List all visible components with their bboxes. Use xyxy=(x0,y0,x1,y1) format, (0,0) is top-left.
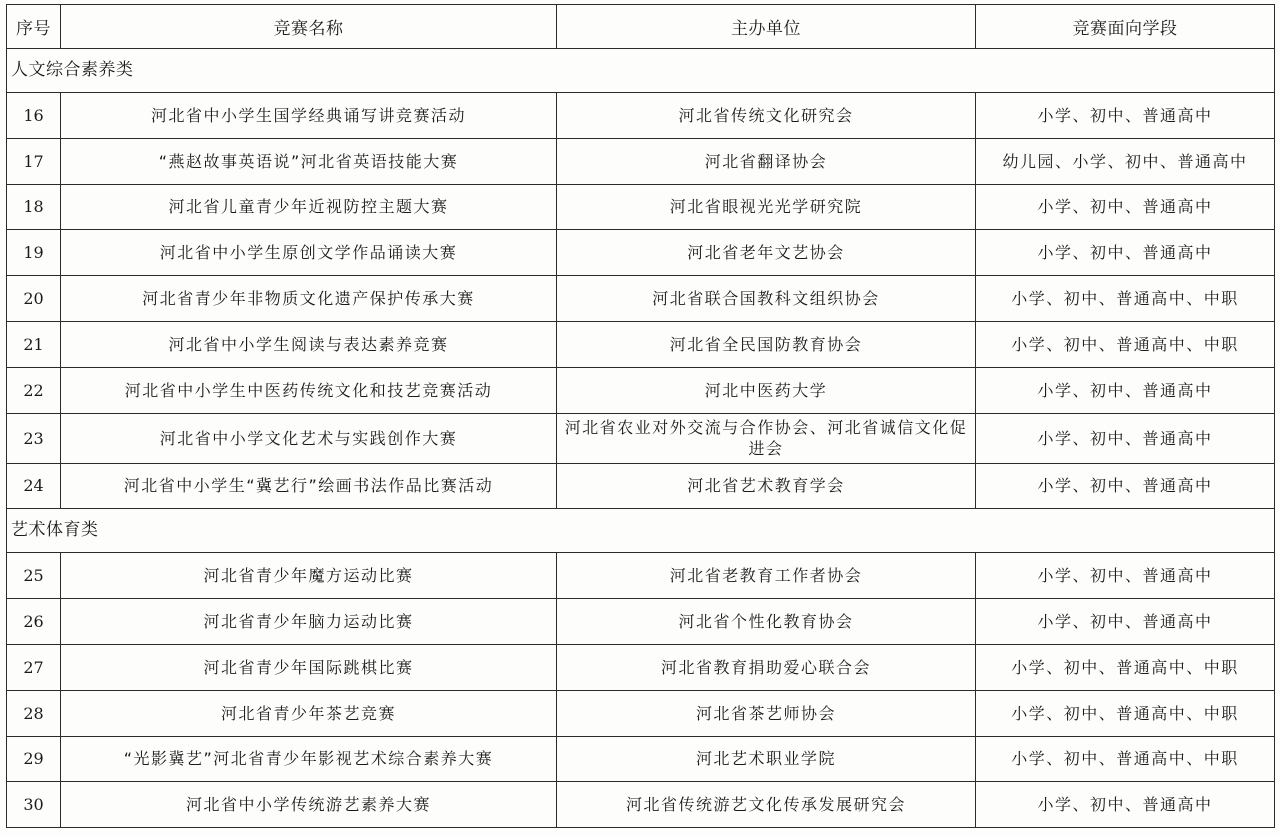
table-row xyxy=(7,276,1275,322)
row-organizer: 河北省茶艺师协会 xyxy=(557,690,976,736)
row-stage: 小学、初中、普通高中、中职 xyxy=(976,644,1275,690)
row-stage: 小学、初中、普通高中、中职 xyxy=(976,736,1275,782)
row-organizer: 河北省传统文化研究会 xyxy=(557,93,976,139)
row-name: 河北省中小学生国学经典诵写讲竞赛活动 xyxy=(61,93,557,139)
row-organizer: 河北省教育捐助爱心联合会 xyxy=(557,644,976,690)
row-stage: 幼儿园、小学、初中、普通高中 xyxy=(976,138,1275,184)
table-row xyxy=(7,690,1275,736)
row-organizer: 河北省老教育工作者协会 xyxy=(557,553,976,599)
table-row xyxy=(7,184,1275,230)
row-stage: 小学、初中、普通高中、中职 xyxy=(976,690,1275,736)
row-no: 19 xyxy=(7,230,61,276)
table-row xyxy=(7,782,1275,828)
row-no: 24 xyxy=(7,463,61,509)
row-stage: 小学、初中、普通高中 xyxy=(976,184,1275,230)
category-title: 艺术体育类 xyxy=(7,509,1275,553)
row-no: 22 xyxy=(7,367,61,413)
row-no: 28 xyxy=(7,690,61,736)
row-stage: 小学、初中、普通高中 xyxy=(976,463,1275,509)
header-stage: 竞赛面向学段 xyxy=(976,5,1275,49)
table-row xyxy=(7,93,1275,139)
row-organizer: 河北省全民国防教育协会 xyxy=(557,321,976,367)
row-name: 河北省青少年茶艺竞赛 xyxy=(61,690,557,736)
table-row xyxy=(7,599,1275,645)
row-name: 河北省中小学文化艺术与实践创作大赛 xyxy=(61,413,557,463)
table-row xyxy=(7,367,1275,413)
row-name: 河北省青少年魔方运动比赛 xyxy=(61,553,557,599)
row-organizer: 河北省老年文艺协会 xyxy=(557,230,976,276)
row-no: 29 xyxy=(7,736,61,782)
category-title: 人文综合素养类 xyxy=(7,49,1275,93)
table-row xyxy=(7,321,1275,367)
row-stage: 小学、初中、普通高中 xyxy=(976,782,1275,828)
category-row xyxy=(7,509,1275,553)
table-row xyxy=(7,230,1275,276)
row-organizer: 河北省传统游艺文化传承发展研究会 xyxy=(557,782,976,828)
row-no: 21 xyxy=(7,321,61,367)
row-organizer: 河北省艺术教育学会 xyxy=(557,463,976,509)
table-row xyxy=(7,413,1275,463)
row-no: 26 xyxy=(7,599,61,645)
row-name: 河北省儿童青少年近视防控主题大赛 xyxy=(61,184,557,230)
table-body xyxy=(7,49,1275,828)
row-name: “燕赵故事英语说”河北省英语技能大赛 xyxy=(61,138,557,184)
competition-table xyxy=(6,4,1275,828)
row-name: 河北省中小学生中医药传统文化和技艺竞赛活动 xyxy=(61,367,557,413)
row-no: 27 xyxy=(7,644,61,690)
table-header xyxy=(7,5,1275,49)
row-stage: 小学、初中、普通高中 xyxy=(976,553,1275,599)
row-no: 23 xyxy=(7,413,61,463)
row-no: 17 xyxy=(7,138,61,184)
table-row xyxy=(7,553,1275,599)
row-no: 20 xyxy=(7,276,61,322)
header-no: 序号 xyxy=(7,5,61,49)
header-name: 竞赛名称 xyxy=(61,5,557,49)
row-no: 25 xyxy=(7,553,61,599)
row-organizer: 河北省翻译协会 xyxy=(557,138,976,184)
row-name: 河北省中小学生“冀艺行”绘画书法作品比赛活动 xyxy=(61,463,557,509)
table-row xyxy=(7,138,1275,184)
row-stage: 小学、初中、普通高中、中职 xyxy=(976,321,1275,367)
row-name: 河北省中小学传统游艺素养大赛 xyxy=(61,782,557,828)
header-organizer: 主办单位 xyxy=(557,5,976,49)
row-stage: 小学、初中、普通高中、中职 xyxy=(976,276,1275,322)
table-row xyxy=(7,463,1275,509)
category-row xyxy=(7,49,1275,93)
row-no: 30 xyxy=(7,782,61,828)
row-organizer: 河北艺术职业学院 xyxy=(557,736,976,782)
row-name: 河北省青少年非物质文化遗产保护传承大赛 xyxy=(61,276,557,322)
row-name: 河北省中小学生阅读与表达素养竞赛 xyxy=(61,321,557,367)
row-name: “光影冀艺”河北省青少年影视艺术综合素养大赛 xyxy=(61,736,557,782)
row-organizer: 河北省联合国教科文组织协会 xyxy=(557,276,976,322)
row-stage: 小学、初中、普通高中 xyxy=(976,367,1275,413)
row-organizer: 河北省农业对外交流与合作协会、河北省诚信文化促进会 xyxy=(557,413,976,463)
table-row xyxy=(7,644,1275,690)
row-no: 16 xyxy=(7,93,61,139)
row-stage: 小学、初中、普通高中 xyxy=(976,230,1275,276)
row-stage: 小学、初中、普通高中 xyxy=(976,413,1275,463)
row-stage: 小学、初中、普通高中 xyxy=(976,93,1275,139)
row-no: 18 xyxy=(7,184,61,230)
row-organizer: 河北省眼视光光学研究院 xyxy=(557,184,976,230)
row-name: 河北省青少年国际跳棋比赛 xyxy=(61,644,557,690)
row-name: 河北省中小学生原创文学作品诵读大赛 xyxy=(61,230,557,276)
row-name: 河北省青少年脑力运动比赛 xyxy=(61,599,557,645)
row-organizer: 河北省个性化教育协会 xyxy=(557,599,976,645)
row-organizer: 河北中医药大学 xyxy=(557,367,976,413)
row-stage: 小学、初中、普通高中 xyxy=(976,599,1275,645)
table-row xyxy=(7,736,1275,782)
